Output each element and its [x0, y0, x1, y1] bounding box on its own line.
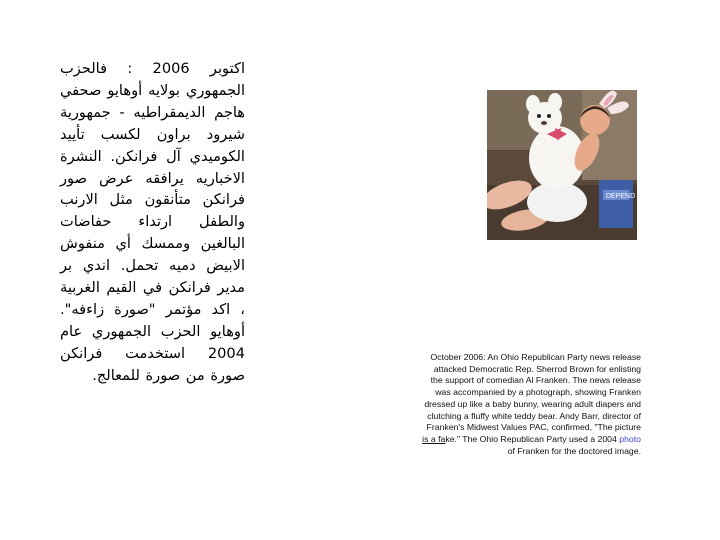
bag-label: DEPEND	[606, 193, 636, 200]
caption-line: dressed up like a baby bunny, wearing adult diapers and	[424, 398, 641, 409]
caption-line	[385, 434, 641, 446]
caption-line: attacked Democratic Rep. Sherrod Brown for enlisting	[433, 363, 641, 374]
caption-text: ke." The Ohio Republican Party used a 2004	[445, 433, 620, 444]
caption-line: of Franken for the doctored image.	[507, 445, 641, 456]
franken-bunny-photo	[487, 90, 637, 240]
photo-image-icon	[487, 90, 637, 240]
caption-line: October 2006: An Ohio Republican Party news release	[430, 352, 641, 362]
caption-underlined-text: is a fa	[422, 433, 446, 444]
english-caption	[385, 352, 641, 457]
caption-line: clutching a fluffy white teddy bear. Andy Barr, director of	[427, 410, 641, 421]
photo-link[interactable]: photo	[619, 433, 641, 444]
arabic-article-text: اكتوبر 2006 : فالحزب الجمهوري بولايه أوهايو صحفي هاجم الديمقراطيه - جمهورية شيرود براون لكسب تأييد الكوميدي آل فرانكن. النشرة الاخباريه يرافقه عرض صور فرانكن متأنقون مثل الارنب والطفل ارتداء حفاضات البالغين وممسك أي منفوش الابيض دميه تحمل. اندي بر مدير فرانكن في القيم الغربية ، اكد مؤتمر "صورة زاءفه". أوهايو الحزب الجمهوري عام 2004 استخدمت فرانكن صورة من صورة للمعالج.	[60, 60, 245, 384]
caption-line: Franken's Midwest Values PAC, confirmed, "The picture	[426, 422, 641, 433]
caption-line: was accompanied by a photograph, showing Franken	[435, 387, 641, 398]
caption-line: the support of comedian Al Franken. The news release	[430, 375, 641, 386]
